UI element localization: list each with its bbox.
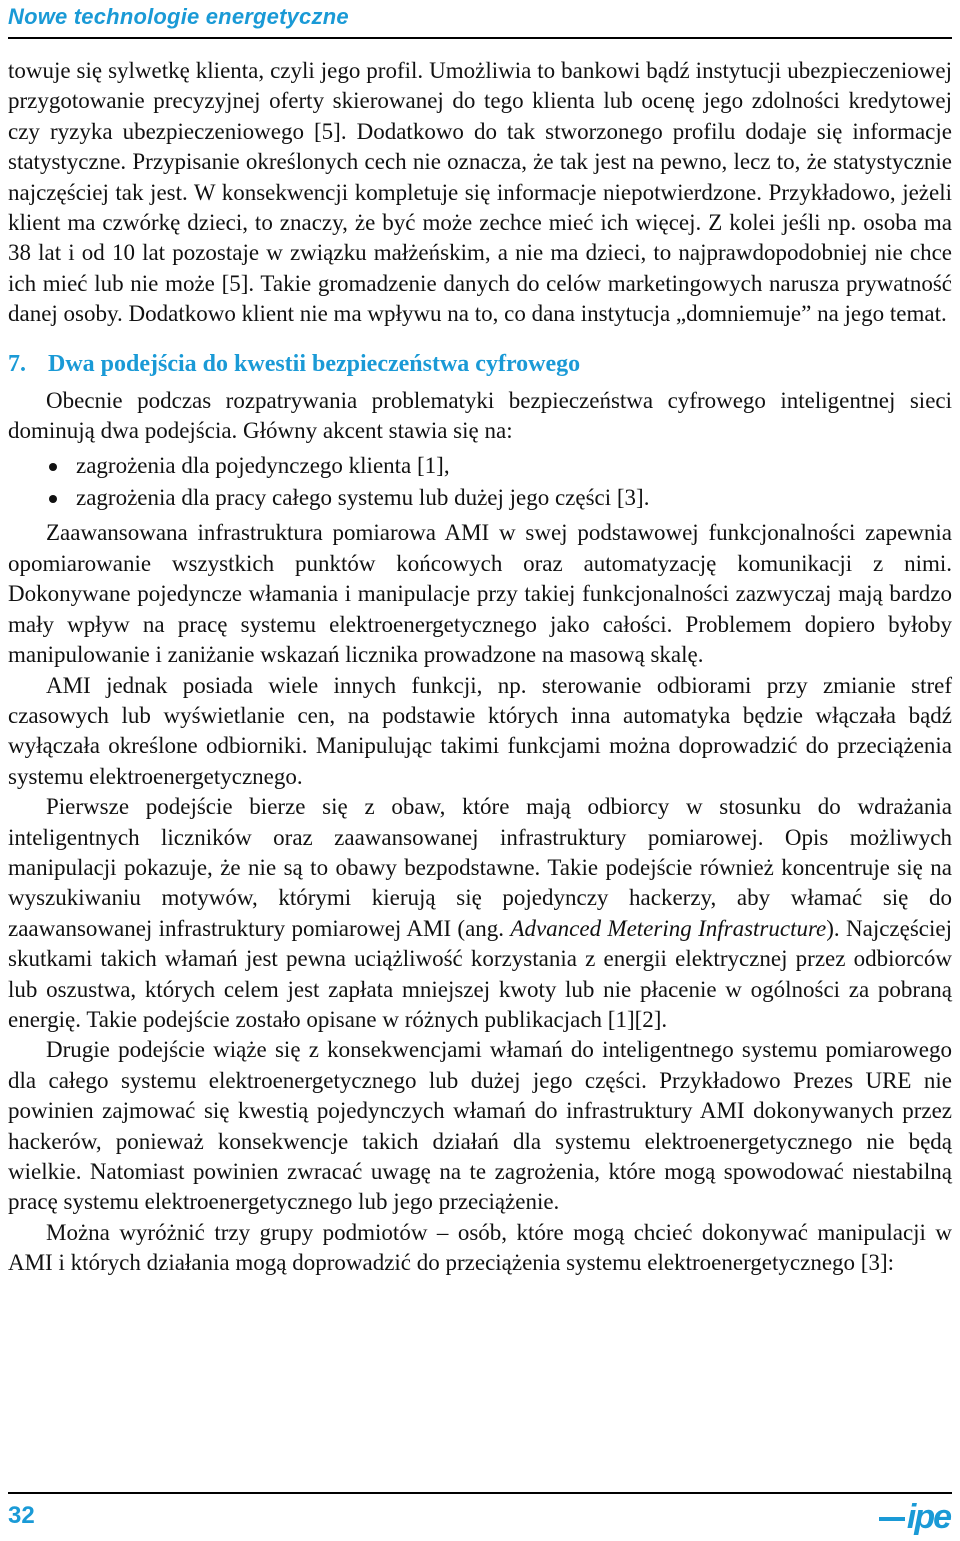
header-divider: [8, 37, 952, 39]
article-body: [8, 56, 952, 1279]
footer-divider: [8, 1492, 952, 1494]
first-approach-text-b: ). Najczęściej skutkami takich włamań jest pewna uciążliwość korzystania z energii elektrycznej przez odbiorców lub oszustwa, których celem jest zapłata mniejszej kwoty lub nie płacenie w ogólności za pobraną energię. Takie podejście zostało opisane w różnych publikacjach [1][2].: [8, 915, 952, 1032]
intro-paragraph: towuje się sylwetkę klienta, czyli jego profil. Umożliwia to bankowi bądź instytucji ubezpieczeniowej przygotowanie precyzyjnej oferty skierowanej do tego klienta lub ocenę jego zdolności kredytowej czy ryzyka ubezpieczeniowego [5]. Dodatkowo do tak stworzonego profilu dodaje się informacje statystyczne. Przypisanie określonych cech nie oznacza, że tak jest na pewno, lecz to, że statystycznie najczęściej tak jest. W konsekwencji kompletuje się informacje niepotwierdzone. Przykładowo, jeżeli klient ma czwórkę dzieci, to znaczy, że być może zechce mieć ich więcej. Z kolei jeśli np. osoba ma 38 lat i od 10 lat pozostaje w związku małżeńskim, a nie ma dzieci, to najprawdopodobniej nie chce ich mieć lub nie może [5]. Takie gromadzenie danych do celów marketingowych narusza prywatność danej osoby. Dodatkowo klient nie ma wpływu na to, co dana instytucja „domniemuje” na jego temat.: [8, 58, 952, 327]
list-item-text: zagrożenia dla pracy całego systemu lub dużej jego części [3].: [76, 485, 650, 511]
list-item: [8, 450, 952, 482]
paragraph-ami-functions: AMI jednak posiada wiele innych funkcji, np. sterowanie odbiorami przy zmianie stref czasowych lub wyświetlanie cen, na podstawie których inna automatyka będzie włączała bądź wyłączała określone odbiorniki. Manipulując takimi funkcjami można doprowadzić do przeciążenia systemu elektroenergetycznego.: [8, 672, 952, 789]
section-heading: [8, 348, 952, 380]
page-number: 32: [8, 1502, 35, 1529]
bullet-icon: [49, 495, 57, 503]
section-number: 7.: [8, 350, 26, 377]
section-title: Dwa podejścia do kwestii bezpieczeństwa cyfrowego: [48, 350, 581, 377]
first-approach-text-a: Pierwsze podejście bierze się z obaw, które mają odbiorcy w stosunku do wdrażania inteligentnych liczników oraz zaawansowanej infrastruktury pomiarowej. Opis możliwych manipulacji pokazuje, że nie są to obawy bezpodstawne. Takie podejście również koncentruje się na wyszukiwaniu motywów, którymi kierują się pojedynczy hackerzy, aby włamać się do zaawansowanej infrastruktury pomiarowej AMI (ang.: [8, 794, 952, 941]
logo-bar-icon: [879, 1517, 905, 1521]
list-item-text: zagrożenia dla pojedynczego klienta [1],: [76, 453, 450, 479]
list-item: [8, 482, 952, 514]
logo-text: ipe: [906, 1498, 950, 1536]
bullet-list: [8, 450, 952, 514]
publisher-logo: [879, 1500, 950, 1534]
paragraph-ami-infrastructure: Zaawansowana infrastruktura pomiarowa AMI w swej podstawowej funkcjonalności zapewnia opomiarowanie wszystkich punktów końcowych oraz automatyzację komunikacji z nimi. Dokonywane pojedyncze włamania i manipulacje przy takiej funkcjonalności zazwyczaj mają bardzo mały wpływ na pracę systemu elektroenergetycznego jako całości. Problemem dopiero byłoby manipulowanie i zaniżanie wskazań licznika prowadzone na masową skalę.: [8, 520, 952, 668]
paragraph-first-approach: [8, 792, 952, 1035]
first-approach-term-italic: Advanced Metering Infrastructure: [510, 915, 827, 941]
section-intro-paragraph: Obecnie podczas rozpatrywania problematyki bezpieczeństwa cyfrowego inteligentnej sieci dominują dwa podejścia. Główny akcent stawia się na:: [8, 387, 952, 444]
paragraph-three-groups: Można wyróżnić trzy grupy podmiotów – osób, które mogą chcieć dokonywać manipulacji w AMI i których działania mogą doprowadzić do przeciążenia systemu elektroenergetycznego [3]:: [8, 1219, 952, 1276]
running-header-title: Nowe technologie energetyczne: [8, 4, 349, 29]
paragraph-second-approach: Drugie podejście wiąże się z konsekwencjami włamań do inteligentnego systemu pomiarowego dla całego systemu elektroenergetycznego lub dużej jego części. Przykładowo Prezes URE nie powinien zajmować się kwestią pojedynczych włamań do infrastruktury AMI dokonywanych przez hackerów, ponieważ konsekwencje takich działań dla systemu elektroenergetycznego nie będą wielkie. Natomiast powinien zwracać uwagę na te zagrożenia, które mogą spowodować niestabilną pracę systemu elektroenergetycznego lub jego przeciążenie.: [8, 1037, 952, 1215]
bullet-icon: [49, 463, 57, 471]
